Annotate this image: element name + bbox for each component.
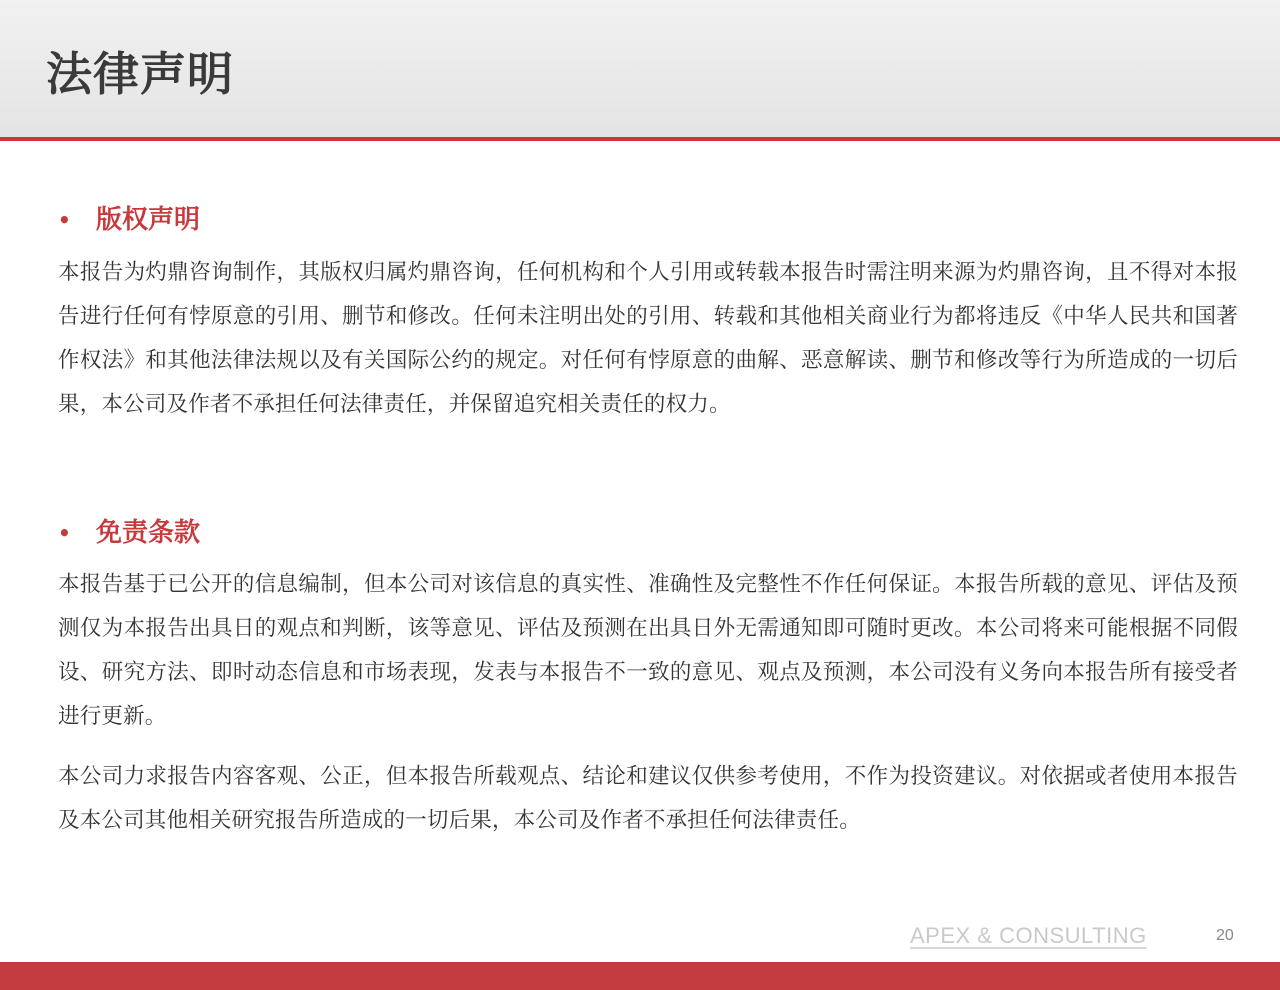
page-title: 法律声明 [46, 47, 234, 101]
copyright-paragraph: 本报告为灼鼎咨询制作，其版权归属灼鼎咨询，任何机构和个人引用或转载本报告时需注明来源为灼鼎咨询，且不得对本报告进行任何有悖原意的引用、删节和修改。任何未注明出处的引用、转载和其他相关商业行为都将违反《中华人民共和国著作权法》和其他法律法规以及有关国际公约的规定。对任何有悖原意的曲解、恶意解读、删节和修改等行为所造成的一切后果，本公司及作者不承担任何法律责任，并保留追究相关责任的权力。 [58, 260, 1238, 417]
section-heading-copyright [58, 202, 200, 238]
brand-footer-text: APEX & CONSULTING [910, 923, 1147, 948]
section-heading-label: 版权声明 [96, 205, 201, 235]
page-number: 20 [1216, 927, 1234, 944]
bullet-icon: • [58, 208, 71, 232]
disclaimer-paragraph-1: 本报告基于已公开的信息编制，但本公司对该信息的真实性、准确性及完整性不作任何保证。本报告所载的意见、评估及预测仅为本报告出具日的观点和判断，该等意见、评估及预测在出具日外无需通知即可随时更改。本公司将来可能根据不同假设、研究方法、即时动态信息和市场表现，发表与本报告不一致的意见、观点及预测，本公司没有义务向本报告所有接受者进行更新。 [58, 572, 1238, 729]
disclaimer-paragraph-2: 本公司力求报告内容客观、公正，但本报告所载观点、结论和建议仅供参考使用，不作为投资建议。对依据或者使用本报告及本公司其他相关研究报告所造成的一切后果，本公司及作者不承担任何法律责任。 [58, 764, 1238, 833]
section-heading-label: 免责条款 [96, 518, 201, 548]
header-bar [0, 0, 1280, 141]
footer-bar [0, 962, 1280, 990]
bullet-icon: • [58, 521, 71, 545]
section-heading-disclaimer [58, 515, 200, 551]
